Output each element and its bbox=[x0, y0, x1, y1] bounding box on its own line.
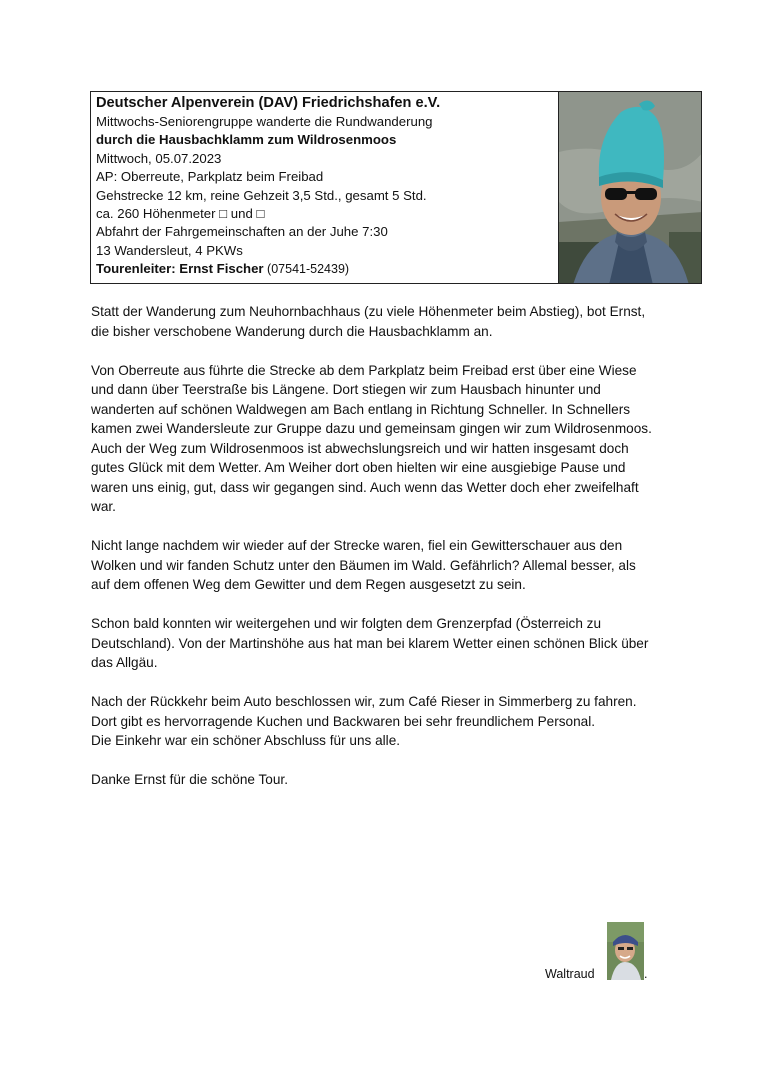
text-line: Dort gibt es hervorragende Kuchen und Backwaren bei sehr freundlichem Personal. bbox=[91, 713, 596, 729]
header-box bbox=[90, 91, 702, 284]
participants-info: 13 Wandersleut, 4 PKWs bbox=[96, 242, 243, 258]
paragraph-5 bbox=[91, 692, 681, 751]
tour-leader bbox=[96, 260, 556, 278]
text-line: Deutschland). Von der Martinshöhe aus hat man bei klarem Wetter einen schönen Blick über bbox=[91, 635, 649, 651]
text-line: Nach der Rückkehr beim Auto beschlossen wir, zum Café Rieser in Simmerberg zu fahren. bbox=[91, 694, 637, 709]
text-line: wanderten auf schönen Waldwegen am Bach entlang in Richtung Schneller. In Schnellers bbox=[91, 401, 631, 417]
paragraph-4 bbox=[91, 614, 681, 673]
leader-photo-image bbox=[559, 92, 702, 284]
tour-date: Mittwoch, 05.07.2023 bbox=[96, 150, 222, 166]
author-photo-image bbox=[607, 922, 644, 980]
text-line: Danke Ernst für die schöne Tour. bbox=[91, 772, 288, 787]
text-line: Schon bald konnten wir weitergehen und wir folgten dem Grenzerpfad (Österreich zu bbox=[91, 616, 602, 631]
text-line: das Allgäu. bbox=[91, 655, 158, 670]
paragraph-2 bbox=[91, 361, 681, 517]
text-line: Die Einkehr war ein schöner Abschluss für uns alle. bbox=[91, 733, 401, 748]
distance-info: Gehstrecke 12 km, reine Gehzeit 3,5 Std., gesamt 5 Std. bbox=[96, 187, 427, 203]
leader-photo bbox=[558, 91, 702, 284]
text-line: kamen zwei Wandersleute zur Gruppe dazu und gemeinsam gingen wir zum Wildrosenmoos. bbox=[91, 421, 652, 436]
club-title: Deutscher Alpenverein (DAV) Friedrichshafen e.V. bbox=[96, 95, 441, 111]
text-line: und dann über Teerstraße bis Längene. Dort stiegen wir zum Hausbach hinunter und bbox=[91, 382, 601, 397]
elevation-info: ca. 260 Höhenmeter □ und □ bbox=[96, 206, 265, 222]
signature-period: . bbox=[644, 967, 648, 981]
paragraph-3 bbox=[91, 536, 681, 595]
text-line: waren uns einig, gut, dass wir gegangen sind. Auch wenn das Wetter doch eher zweifelhaft bbox=[91, 479, 639, 495]
signature bbox=[545, 922, 655, 982]
text-line: Von Oberreute aus führte die Strecke ab dem Parkplatz beim Freibad erst über eine Wiese bbox=[91, 362, 637, 378]
report-body bbox=[91, 302, 681, 809]
signature-name: Waltraud bbox=[545, 967, 595, 981]
leader-label: Tourenleiter: Ernst Fischer bbox=[96, 261, 264, 277]
text-line: Auch der Weg zum Wildrosenmoos ist abwechslungsreich und wir hatten insgesamt doch bbox=[91, 440, 629, 456]
text-line: Wolken und wir fanden Schutz unter den Bäumen im Wald. Gefährlich? Allemal besser, als bbox=[91, 557, 636, 573]
departure-info: Abfahrt der Fahrgemeinschaften an der Juhe 7:30 bbox=[96, 224, 388, 240]
paragraph-6 bbox=[91, 770, 681, 790]
text-line: auf dem offenen Weg dem Gewitter und dem Regen ausgesetzt zu sein. bbox=[91, 577, 526, 592]
text-line: gutes Glück mit dem Wetter. Am Weiher dort oben hielten wir eine ausgiebige Pause und bbox=[91, 460, 626, 475]
text-line: die bisher verschobene Wanderung durch die Hausbachklamm an. bbox=[91, 323, 493, 339]
header-text bbox=[96, 94, 556, 279]
text-line: war. bbox=[91, 499, 116, 514]
route-title: durch die Hausbachklamm zum Wildrosenmoos bbox=[96, 132, 397, 148]
text-line: Nicht lange nachdem wir wieder auf der Strecke waren, fiel ein Gewitterschauer aus den bbox=[91, 538, 623, 553]
meeting-point: AP: Oberreute, Parkplatz beim Freibad bbox=[96, 169, 324, 185]
leader-phone: (07541-52439) bbox=[263, 262, 350, 277]
group-subtitle: Mittwochs-Seniorengruppe wanderte die Rundwanderung bbox=[96, 114, 433, 129]
author-photo bbox=[607, 922, 644, 980]
text-line: Statt der Wanderung zum Neuhornbachhaus (zu viele Höhenmeter beim Abstieg), bot Ernst, bbox=[91, 304, 646, 319]
paragraph-1 bbox=[91, 302, 681, 341]
